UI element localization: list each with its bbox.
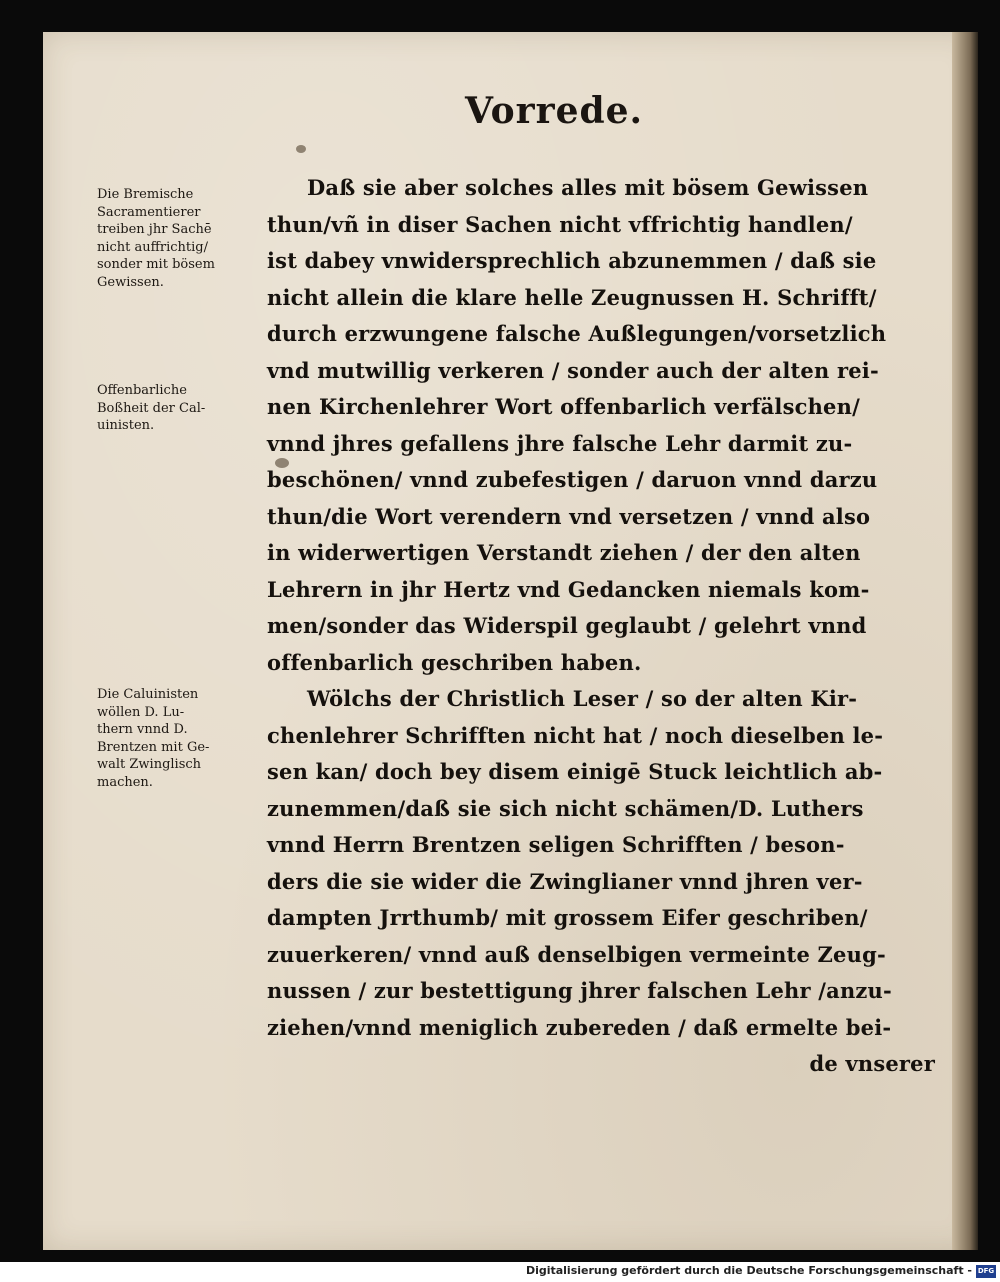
text-line: vnd mutwillig verkeren / sonder auch der alten rei-: [267, 357, 879, 383]
text-line: nicht allein die klare helle Zeugnussen H. Schrifft/: [267, 284, 877, 310]
text-line: Daß sie aber solches alles mit bösem Gewissen: [307, 175, 869, 200]
text-line: beschönen/ vnnd zubefestigen / daruon vnnd darzu: [267, 467, 878, 492]
text-line: Wölchs der Christlich Leser / so der alten Kir-: [307, 686, 858, 711]
margin-note-line: Offenbarliche: [97, 383, 187, 398]
catchword-line: de vnserer: [809, 1051, 935, 1076]
text-line: ziehen/vnnd meniglich zubereden / daß ermelte bei-: [267, 1014, 892, 1040]
text-line: in widerwertigen Verstandt ziehen / der den alten: [267, 540, 861, 565]
margin-note-line: Die Caluinisten: [97, 687, 199, 702]
funding-credit: Digitalisierung gefördert durch die Deutsche Forschungsgemeinschaft -: [525, 1264, 972, 1277]
text-line: vnnd Herrn Brentzen seligen Schrifften / beson-: [267, 832, 845, 857]
text-line: thun/die Wort verendern vnd versetzen / vnnd also: [267, 503, 871, 529]
margin-note-line: Brentzen mit Ge-: [97, 739, 210, 755]
text-line: offenbarlich geschriben haben.: [267, 649, 642, 675]
margin-note-line: wöllen D. Lu-: [97, 704, 185, 720]
page-gutter: [952, 32, 978, 1250]
margin-note-line: walt Zwinglisch: [97, 757, 202, 772]
text-line: Lehrern in jhr Hertz vnd Gedancken niemals kom-: [267, 576, 870, 602]
margin-note-line: Sacramentierer: [97, 204, 201, 220]
text-line: ders die sie wider die Zwinglianer vnnd jhren ver-: [267, 868, 863, 894]
margin-note-line: machen.: [97, 774, 153, 790]
text-line: durch erzwungene falsche Außlegungen/vorsetzlich: [267, 321, 887, 346]
text-line: zuuerkeren/ vnnd auß denselbigen vermeinte Zeug-: [267, 941, 886, 967]
margin-note-bremen: [97, 186, 262, 291]
text-line: nussen / zur bestettigung jhrer falschen Lehr /anzu-: [267, 978, 892, 1003]
margin-note-line: Die Bremische: [97, 187, 194, 202]
margin-note-line: Boßheit der Cal-: [97, 400, 206, 416]
text-line: thun/vñ in diser Sachen nicht vffrichtig handlen/: [267, 211, 853, 237]
text-line: zunemmen/daß sie sich nicht schämen/D. Luthers: [267, 795, 864, 821]
text-line: chenlehrer Schrifften nicht hat / noch dieselben le-: [267, 722, 884, 748]
text-line: sen kan/ doch bey disem einigē Stuck leichtlich ab-: [267, 759, 883, 784]
margin-note-line: treiben jhr Sachē: [97, 222, 212, 237]
text-line: ist dabey vnwidersprechlich abzunemmen / daß sie: [267, 248, 877, 273]
footer-bar: [0, 1262, 1000, 1282]
ink-speck: [296, 145, 306, 153]
text-line: men/sonder das Widerspil geglaubt / gelehrt vnnd: [267, 613, 867, 638]
text-line: nen Kirchenlehrer Wort offenbarlich verfälschen/: [267, 394, 860, 419]
text-line: dampten Jrrthumb/ mit grossem Eifer geschriben/: [267, 905, 868, 930]
margin-note-calvinists-luther: [97, 686, 262, 791]
text-line: vnnd jhres gefallens jhre falsche Lehr darmit zu-: [267, 430, 853, 456]
margin-note-line: nicht auffrichtig/: [97, 239, 209, 255]
margin-note-line: thern vnnd D.: [97, 722, 188, 737]
margin-note-line: uinisten.: [97, 418, 155, 433]
page-heading: Vorrede.: [465, 90, 644, 132]
margin-note-line: Gewissen.: [97, 274, 164, 290]
margin-note-calvinists-malice: [97, 382, 262, 435]
dfg-logo: DFG: [976, 1265, 996, 1278]
body-text: [267, 170, 947, 1083]
margin-note-line: sonder mit bösem: [97, 257, 215, 272]
